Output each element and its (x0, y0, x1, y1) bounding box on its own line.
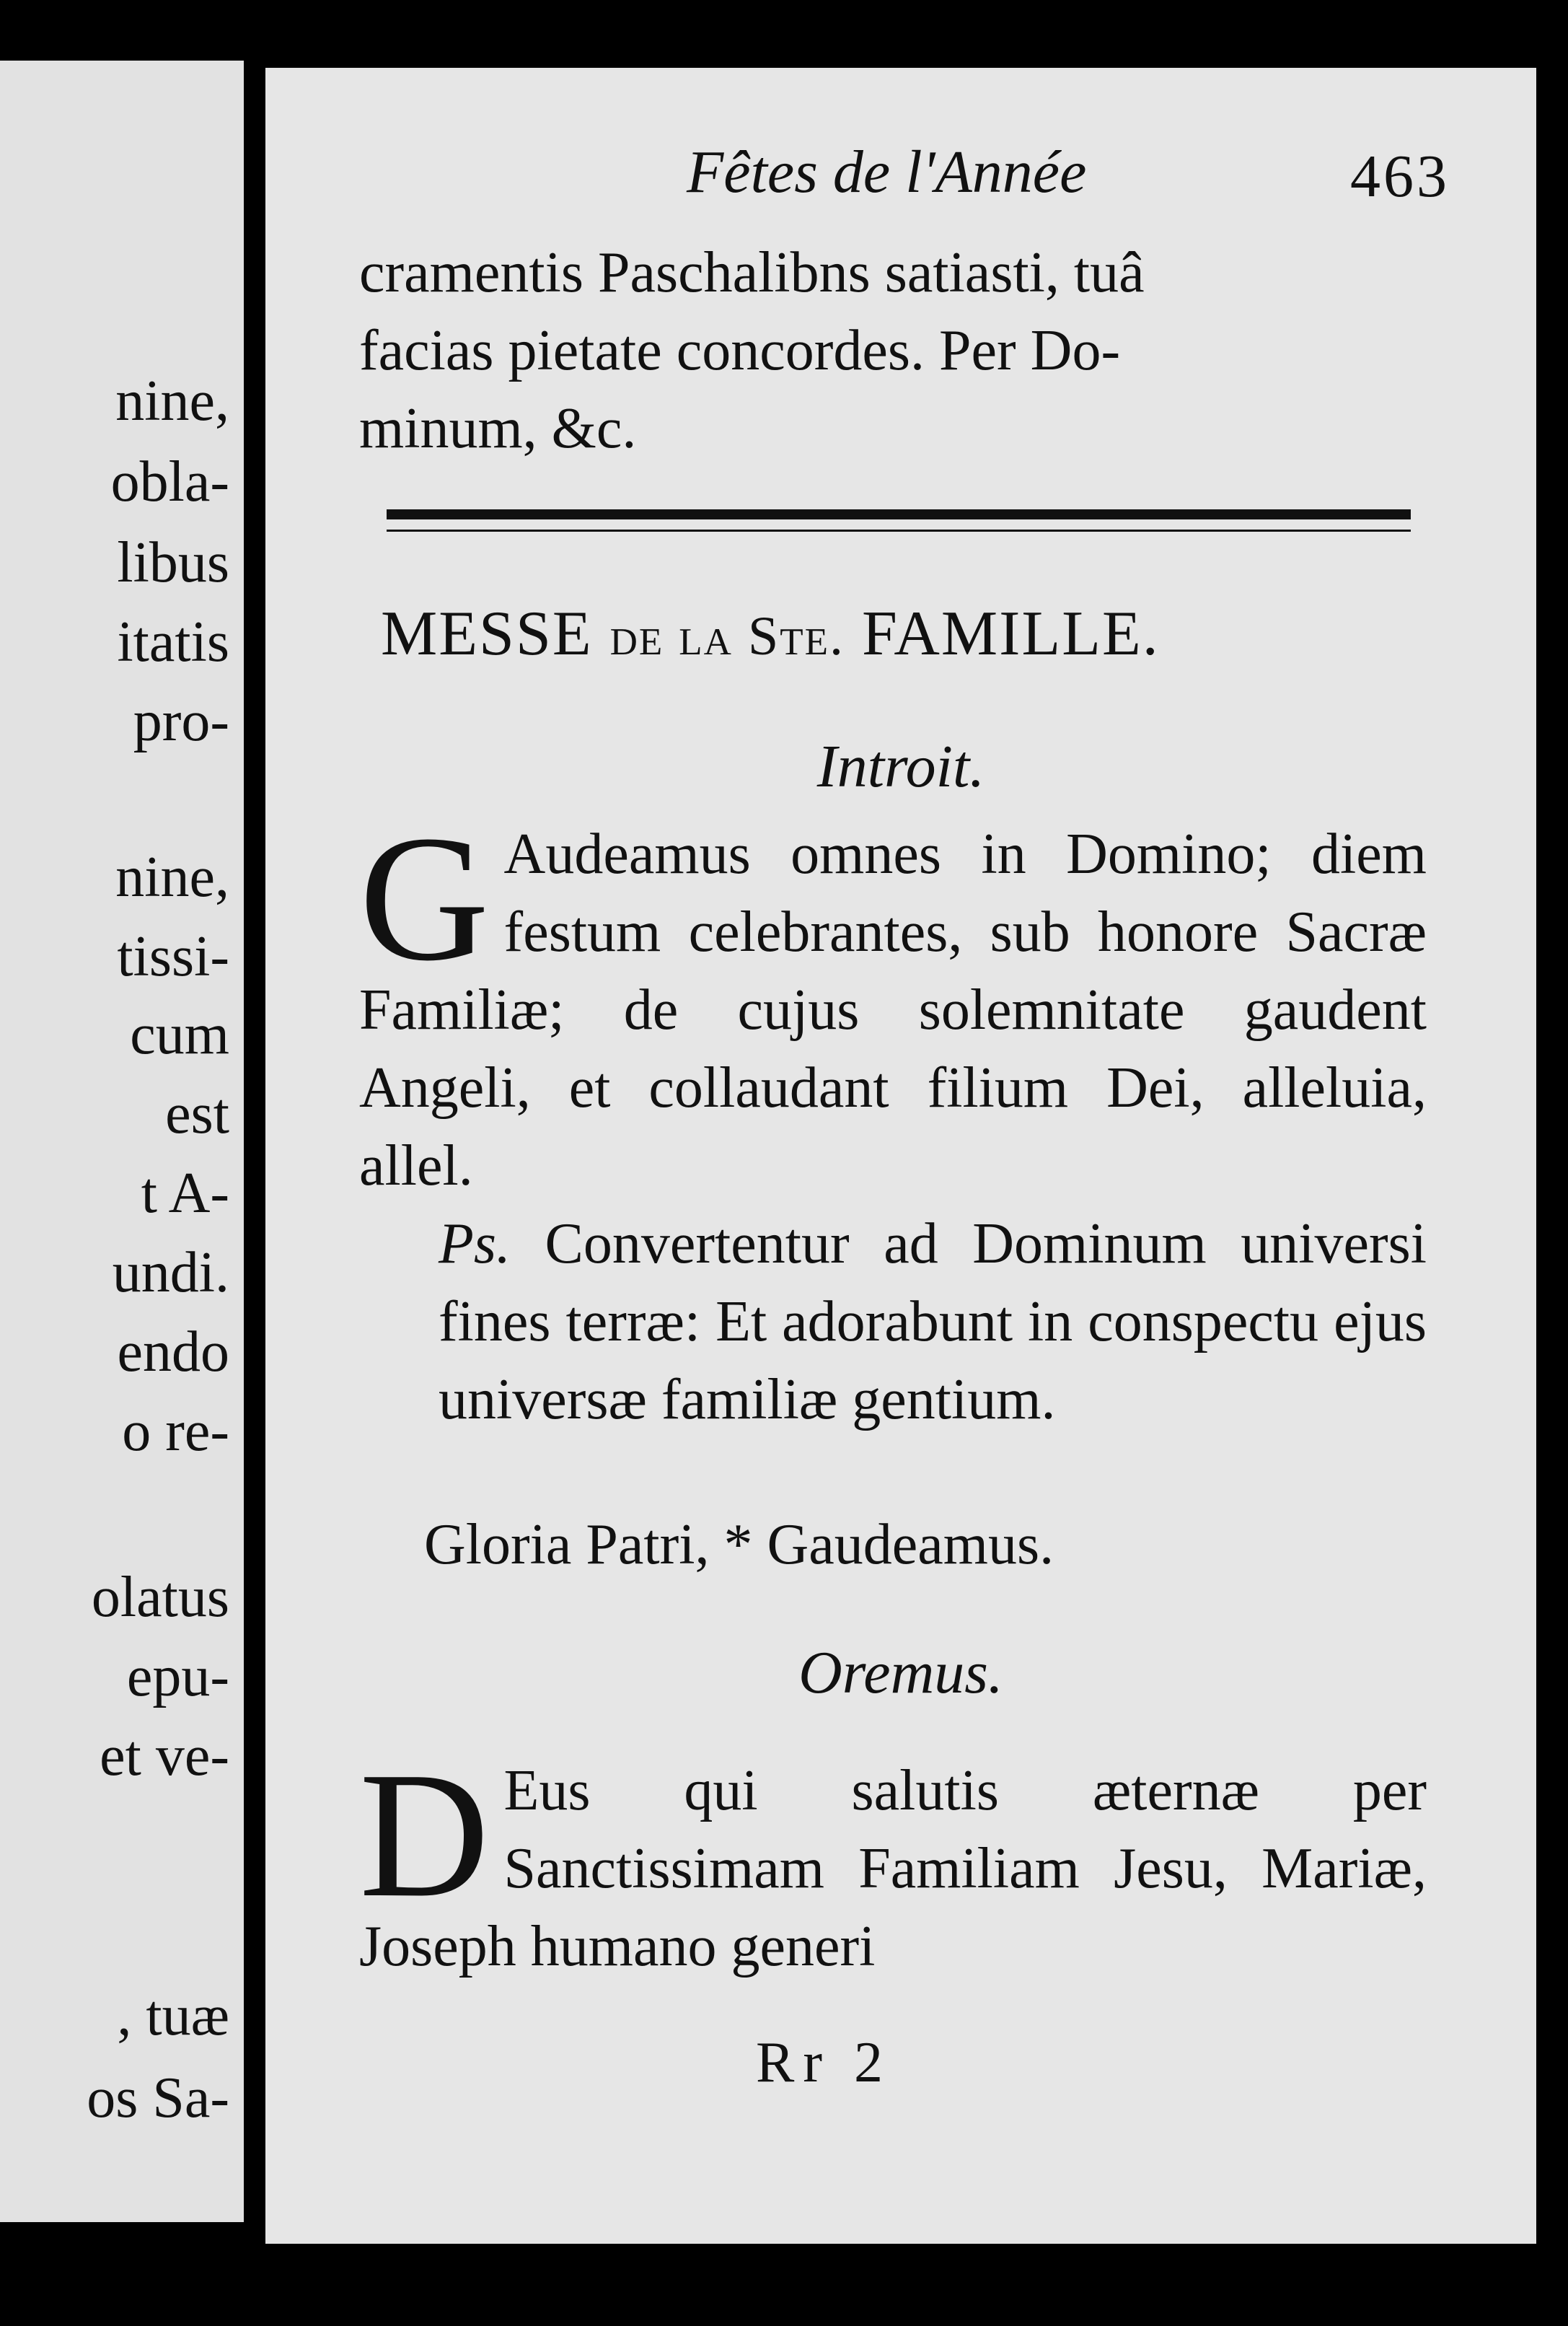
left-fragment: pro- (133, 690, 229, 753)
left-fragment: et ve- (100, 1724, 229, 1788)
previous-page-edge (0, 61, 244, 2222)
continuation-line: minum, &c. (359, 397, 637, 460)
running-head (265, 137, 1536, 216)
ps-label: Ps. (439, 1212, 511, 1276)
left-fragment: undi. (112, 1241, 229, 1304)
oremus-dropcap: D (359, 1735, 490, 1935)
left-fragment: o re- (122, 1400, 229, 1463)
ps-text: Convertentur ad Dominum universi fines terræ: Et adorabunt in conspectu ejus universæ familiæ gentium. (439, 1212, 1427, 1431)
left-fragment: olatus (91, 1566, 229, 1629)
left-fragment: itatis (117, 610, 229, 674)
left-fragment: obla- (110, 450, 229, 514)
continuation-line: facias pietate concordes. Per Do- (359, 319, 1121, 382)
left-fragment: epu- (126, 1645, 229, 1708)
introit-label: Introit. (816, 733, 985, 800)
introit-paragraph (359, 799, 1427, 1439)
mass-title-part3: FAMILLE. (861, 599, 1160, 669)
mass-title (381, 597, 1434, 670)
oremus-text: Eus qui salutis æternæ per Sanctissimam Familiam Jesu, Mariæ, Joseph humano generi (359, 1759, 1427, 1978)
gloria-line: Gloria Patri, * Gaudeamus. (424, 1513, 1054, 1576)
left-fragment: os Sa- (87, 2066, 229, 2130)
section-rule-thick (387, 509, 1411, 519)
signature-mark: Rr 2 (756, 2031, 891, 2094)
left-fragment: endo (117, 1320, 229, 1384)
continuation-line: cramentis Paschalibns satiasti, tuâ (359, 241, 1145, 304)
left-fragment: nine, (115, 846, 229, 909)
left-fragment: tissi- (117, 925, 229, 988)
mass-title-part2: de la Ste. (609, 606, 845, 667)
introit-dropcap: G (359, 799, 490, 999)
left-fragment: est (165, 1082, 229, 1146)
left-fragment: libus (117, 531, 229, 594)
book-page (265, 68, 1536, 2244)
introit-text: Audeamus omnes in Domino; diem festum celebrantes, sub honore Sacræ Familiæ; de cujus solemnitate gaudent Angeli, et collaudant filium Dei, alleluia, allel. (359, 822, 1427, 1198)
oremus-paragraph (359, 1735, 1427, 1985)
oremus-label: Oremus. (798, 1639, 1003, 1706)
left-fragment: cum (130, 1003, 229, 1066)
section-rule-thin (387, 530, 1411, 532)
mass-title-part1: MESSE (381, 599, 593, 669)
left-fragment: , tuæ (117, 1984, 229, 2048)
running-title: Fêtes de l'Année (687, 139, 1087, 206)
left-fragment: t A- (141, 1162, 229, 1225)
page-number: 463 (1350, 143, 1450, 210)
continuation-text (359, 234, 1434, 468)
left-fragment: nine, (115, 369, 229, 433)
